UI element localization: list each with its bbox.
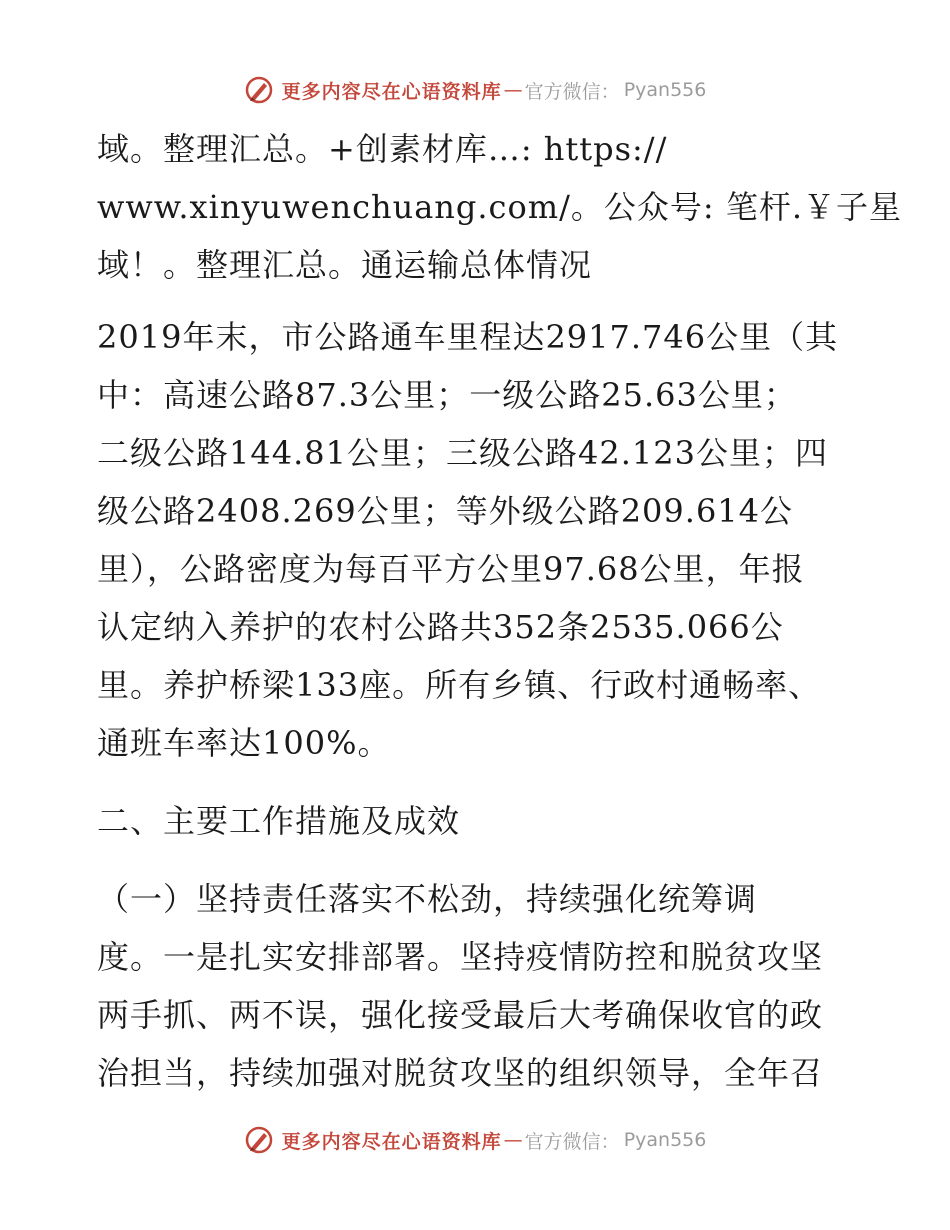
text-line-2: www.xinyuwenchuang.com/。公众号: 笔杆.￥子星 [97, 188, 902, 226]
wechat-label: 官方微信： [524, 80, 620, 103]
wechat-id: Pyan556 [623, 1129, 707, 1151]
text-line-8: 里），公路密度为每百平方公里97.68公里，年报 [97, 550, 805, 588]
header-watermark-banner [0, 70, 950, 110]
text-line-6: 二级公路144.81公里；三级公路42.123公里；四 [97, 434, 828, 472]
document-body [97, 120, 902, 1102]
text-line-16: 治担当，持续加强对脱贫攻坚的组织领导，全年召 [97, 1054, 824, 1092]
subsection-heading: （一）坚持责任落实不松劲，持续强化统筹调 [97, 880, 758, 918]
wechat-id: Pyan556 [623, 79, 707, 101]
footer-watermark-banner [0, 1120, 950, 1160]
text-line-7: 级公路2408.269公里；等外级公路209.614公 [97, 492, 794, 530]
brand-text: 更多内容尽在心语资料库 [281, 80, 502, 103]
text-line-10: 里。养护桥梁133座。所有乡镇、行政村通畅率、 [97, 666, 822, 704]
text-line-9: 认定纳入养护的农村公路共352条2535.066公 [97, 608, 784, 646]
brand-text: 更多内容尽在心语资料库 [281, 1130, 502, 1153]
pen-logo-icon [244, 75, 274, 105]
text-line-5: 中：高速公路87.3公里；一级公路25.63公里； [97, 376, 797, 414]
text-line-14: 度。一是扎实安排部署。坚持疫情防控和脱贫攻坚 [97, 938, 824, 976]
wechat-label: 官方微信： [524, 1130, 620, 1153]
section-heading: 二、主要工作措施及成效 [97, 802, 461, 840]
text-line-4: 2019年末，市公路通车里程达2917.746公里（其 [97, 318, 839, 356]
pen-logo-icon [244, 1125, 274, 1155]
text-line-3: 域！。整理汇总。通运输总体情况 [97, 246, 593, 284]
text-line-11: 通班车率达100%。 [97, 724, 391, 762]
banner-separator: — [503, 1129, 523, 1151]
text-line-1: 域。整理汇总。+创素材库…: https:// [97, 130, 668, 168]
banner-separator: — [503, 79, 523, 101]
text-line-15: 两手抓、两不误，强化接受最后大考确保收官的政 [97, 996, 824, 1034]
